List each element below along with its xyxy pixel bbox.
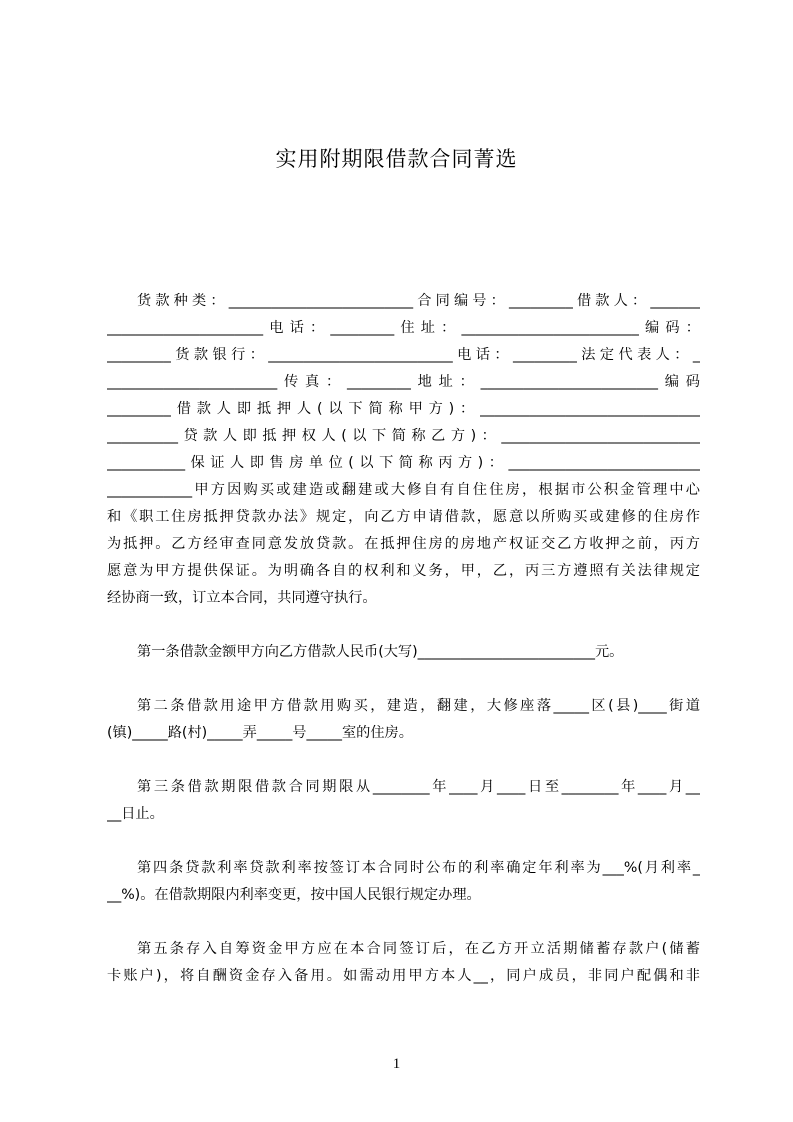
article-2: 第二条借款用途甲方借款用购买，建造，翻建，大修座落_____区(县)____街道 [137, 698, 700, 714]
document-title: 实用附期限借款合同菁选 [275, 147, 518, 171]
text-line: 为抵押。乙方经审查同意发放贷款。在抵押住房的房地产权证交乙方收押之前，丙方 [107, 536, 700, 552]
text-line: 卡账户)，将自酬资金存入备用。如需动用甲方本人__，同户成员，非同户配偶和非 [107, 968, 700, 984]
text-line: ____________甲方因购买或建造或翻建或大修自有自住住房，根据市公积金管理中心 [107, 482, 700, 498]
text-line: 货款种类：__________________________合同编号：_________借款人：_______ [137, 293, 700, 309]
text-line: ________________________传真：_________地址：_________________________编码 [107, 374, 700, 390]
text-line: ___________保证人即售房单位(以下简称丙方)：___________________________ [107, 455, 700, 471]
text-line: ______________________电话：_________住址：_________________________编码： [107, 320, 700, 336]
document-body [107, 288, 700, 990]
text-line: _________货款银行：__________________________电话：_________法定代表人：_ [107, 347, 700, 363]
article-4: 第四条贷款利率贷款利率按签订本合同时公布的利率确定年利率为___%(月利率_ [137, 860, 700, 876]
text-line: 愿意为甲方提供保证。为明确各自的权利和义务，甲，乙，丙三方遵照有关法律规定 [107, 563, 700, 579]
text-line: __日止。 [107, 806, 164, 822]
text-line: __%)。在借款期限内利率变更，按中国人民银行规定办理。 [107, 887, 481, 903]
article-1: 第一条借款金额甲方向乙方借款人民币(大写)_________________________元。 [137, 644, 624, 660]
article-3: 第三条借款期限借款合同期限从________年____月____日至________年____月__ [137, 779, 700, 795]
page-number: 1 [392, 1056, 401, 1072]
text-line: __________贷款人即抵押权人(以下简称乙方)：____________________________ [107, 428, 700, 444]
text-line: 经协商一致，订立本合同，共同遵守执行。 [107, 590, 377, 606]
text-line: (镇)_____路(村)_____弄_____号_____室的住房。 [107, 725, 413, 741]
text-line: _________借款人即抵押人(以下简称甲方)：_______________________________ [107, 401, 700, 417]
article-5: 第五条存入自筹资金甲方应在本合同签订后，在乙方开立活期储蓄存款户(储蓄 [137, 941, 700, 957]
text-line: 和《职工住房抵押贷款办法》规定，向乙方申请借款，愿意以所购买或建修的住房作 [107, 509, 700, 525]
